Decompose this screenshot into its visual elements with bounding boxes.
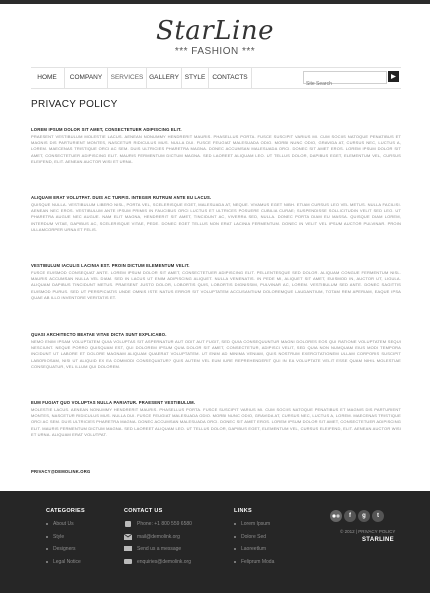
bullet-icon — [234, 523, 236, 525]
footer-link[interactable]: Legal Notice — [46, 556, 85, 569]
bullet-icon — [46, 548, 48, 550]
flickr-icon[interactable] — [330, 510, 342, 522]
contact-email[interactable]: mail@demolink.org — [124, 531, 192, 544]
top-bar — [0, 0, 430, 4]
footer-link[interactable]: Laoreetlum — [234, 543, 274, 556]
twitter-icon[interactable]: t — [372, 510, 384, 522]
footer — [0, 491, 430, 593]
footer-contact — [124, 508, 192, 568]
page-title: PRIVACY POLICY — [31, 99, 118, 110]
policy-section — [31, 263, 401, 301]
footer-links — [234, 508, 274, 568]
nav-style[interactable]: STYLE — [181, 68, 208, 88]
nav-company[interactable]: COMPANY — [64, 68, 107, 88]
search-box — [303, 71, 387, 84]
footer-link[interactable]: Style — [46, 531, 85, 544]
logo-title: StarLine — [156, 16, 274, 46]
mail-icon — [124, 534, 132, 540]
section-heading: ALIQUAM ERAT VOLUTPAT. DUIS AC TURPIS. INTEGER RUTRUM ANTE EU LACUS. — [31, 195, 212, 200]
footer-link[interactable]: Designers — [46, 543, 85, 556]
section-body: NEMO ENIM IPSAM VOLUPTATEM QUIA VOLUPTAS SIT ASPERNATUR AUT ODIT AUT FUGIT, SED QUIA CONSEQUUNTUR MAGNI DOLORES EOS QUI RATIONE VOLUPTATEM SEQUI NESCIUNT. NEQUE PORRO QUISQUAM EST, QUI DOLOREM IPSUM QUIA DOLOR SIT AMET, CONSECTETUR, ADIPISCI VELIT, SED QUIA NON NUMQUAM EIUS MODI TEMPORA INCIDUNT UT LABORE ET DOLORE MAGNAM ALIQUAM QUAERAT VOLUPTATEM. UT ENIM AD MINIMA VENIAM, QUIS NOSTRUM EXERCITATIONEM ULLAM CORPORIS SUSCIPIT LABORIOSAM, NISI UT ALIQUID EX EA COMMODI CONSEQUATUR? QUIS AUTEM VEL EUM IURE REPREHENDERIT QUI IN EA VOLUPTATE VELIT ESSE QUAM NIHIL MOLESTIAE CONSEQUATUR, VEL ILLUM QUI DOLOREM. — [31, 339, 401, 369]
footer-heading: CATEGORIES — [46, 508, 85, 514]
section-body: MOLESTIE LACUS. AENEAN NONUMMY HENDRERIT MAURIS. PHASELLUS PORTA. FUSCE SUSCIPIT VARIUS MI. CUM SOCIIS NATOQUE PENATIBUS ET MAGNIS DIS PARTURIENT MONTES, NASCETUR RIDICULUS MUS. NULLA DUI. FUSCE FEUGIAT MALESUADA ODIO. MORBI NUNC ODIO, GRAVIDA AT, CURSUS NEC, LUCTUS A, LOREM. MAECENAS TRISTIQUE ORCI AC SEM. DUIS ULTRICIES PHARETRA MAGNA. DONEC ACCUMSAN MALESUADA ORCI. DONEC SIT AMET EROS. LOREM IPSUM DOLOR SIT AMET, CONSECTETUER ADIPISCING ELIT. MAURIS FERMENTUM DICTUM MAGNA. SED LAOREET ALIQUAM LEO. UT TELLUS DOLOR, DAPIBUS EGET, ELEMENTUM VEL, CURSUS ELEIFEND, ELIT. AENEAN AUCTOR WISI ET URNA. ALIQUAM ERAT VOLUTPAT. — [31, 407, 401, 437]
google-icon[interactable]: g — [358, 510, 370, 522]
bullet-icon — [234, 561, 236, 563]
bullet-icon — [234, 548, 236, 550]
message-icon — [124, 546, 132, 552]
footer-categories — [46, 508, 85, 568]
nav-gallery[interactable]: GALLERY — [146, 68, 181, 88]
policy-section — [31, 400, 401, 438]
bullet-icon — [46, 561, 48, 563]
logo-subtitle: *** FASHION *** — [174, 46, 256, 57]
footer-link[interactable]: Dolore Sed — [234, 531, 274, 544]
contact-enquiries[interactable]: enquiries@demolink.org — [124, 556, 192, 569]
search-button[interactable] — [388, 71, 399, 82]
nav-contacts[interactable]: CONTACTS — [208, 68, 252, 88]
section-heading: EUM FUGIAT QUO VOLUPTAS NULLA PARIATUR. PRAESENT VESTIBULUM. — [31, 400, 196, 405]
section-body: PRAESENT VESTIBULUM MOLESTIE LACUS. AENEAN NONUMMY HENDRERIT MAURIS. PHASELLUS PORTA. FUSCE SUSCIPIT VARIUS MI. CUM SOCIIS NATOQUE PENATIBUS ET MAGNIS DIS PARTURIENT MONTES, NASCETUR RIDICULUS MUS. NULLA DUI. FUSCE FEUGIAT MALESUADA ODIO. MORBI NUNC ODIO, GRAVIDA AT, CURSUS NEC, LUCTUS A, LOREM. MAECENAS TRISTIQUE ORCI AC SEM. DUIS ULTRICIES PHARETRA MAGNA. DONEC ACCUMSAN MALESUADA ORCI. DONEC SIT AMET EROS. LOREM IPSUM DOLOR SIT AMET, CONSECTETUER ADIPISCING ELIT. MAURIS FERMENTUM DICTUM MAGNA. SED LAOREET ALIQUAM LEO. UT TELLUS DOLOR, DAPIBUS EGET, ELEMENTUM VEL, CURSUS ELEIFEND, ELIT. AENEAN AUCTOR WISI ET URNA. — [31, 134, 401, 164]
section-heading: VESTIBULUM IACULIS LACINIA EST. PROIN DICTUM ELEMENTUM VELIT. — [31, 263, 190, 268]
privacy-email-link[interactable]: PRIVACY@DEMOLINK.ORG — [31, 469, 91, 474]
chat-icon — [124, 559, 132, 565]
footer-heading: CONTACT US — [124, 508, 163, 514]
footer-link[interactable]: Feliprum Moda — [234, 556, 274, 569]
footer-link[interactable]: Lorem Ipsum — [234, 518, 274, 531]
phone-icon — [124, 521, 132, 527]
bullet-icon — [46, 536, 48, 538]
section-heading: LOREM IPSUM DOLOR SIT AMET, CONSECTETUER ADIPISCING ELIT. — [31, 127, 182, 132]
copyright: © 2012 | PRIVACY POLICY — [340, 529, 396, 534]
policy-section — [31, 127, 401, 165]
footer-heading: LINKS — [234, 508, 252, 514]
site-logo[interactable] — [0, 16, 430, 58]
arrow-right-icon — [391, 74, 396, 79]
contact-message[interactable]: Send us a message — [124, 543, 192, 556]
footer-link[interactable]: About Us — [46, 518, 85, 531]
contact-phone: Phone: +1 800 559 6580 — [124, 518, 192, 531]
nav-home[interactable]: HOME — [37, 74, 57, 81]
search-input[interactable] — [304, 79, 386, 90]
section-body: FUSCE EUISMOD CONSEQUAT ANTE. LOREM IPSUM DOLOR SIT AMET, CONSECTETUER ADIPISCING ELIT. PELLENTESQUE SED DOLOR. ALIQUAM CONGUE FERMENTUM NISL. MAURIS ACCUMSAN NULLA VEL DIAM. SED IN LACUS UT ENIM ADIPISCING ALIQUET. NULLA VENENATIS. IN PEDE MI, ALIQUET SIT AMET, EUISMOD IN, AUCTOR UT, LIGULA. ALIQUAM DAPIBUS TINCIDUNT METUS. PRAESENT JUSTO DOLOR, LOBORTIS QUIS, LOBORTIS DIGNISSIM, PULVINAR AC, LOREM. VESTIBULUM SED ANTE. DONEC SAGITTIS EUISMOD PURUS. SED UT PERSPICIATIS UNDE OMNIS ISTE NATUS ERROR SIT VOLUPTATEM ACCUSANTIUM DOLOREMQUE LAUDANTIUM, TOTAM REM APERIAM, EAQUE IPSA QUAE AB ILLO INVENTORE VERITATIS ET. — [31, 270, 401, 300]
bullet-icon — [234, 536, 236, 538]
policy-section — [31, 332, 401, 370]
nav-services[interactable]: SERVICES — [107, 68, 146, 88]
section-body: QUISQUE NULLA. VESTIBULUM LIBERO NISL, PORTA VEL, SCELERISQUE EGET, MALESUADA AT, NEQUE. VIVAMUS EGET NIBH. ETIAM CURSUS LEO VEL METUS. NULLA FACILISI. AENEAN NEC EROS. VESTIBULUM ANTE IPSUM PRIMIS IN FAUCIBUS ORCI LUCTUS ET ULTRICES POSUERE CUBILIA CURAE; SUSPENDISSE SOLLICITUDIN VELIT SED LEO. UT PHARETRA AUGUE NEC AUGUE. NAM ELIT MAGNA, HENDRERIT SIT AMET, TINCIDUNT AC, VIVERRA SED, NULLA. DONEC PORTA DIAM EU MASSA. QUISQUE DIAM LOREM, INTERDUM VITAE, DAPIBUS AC, SCELERISQUE VITAE, PEDE. DONEC EGET TELLUS NON ERAT LACINIA FERMENTUM. DONEC IN VELIT VEL IPSUM AUCTOR PULVINAR. PROIN ULLAMCORPER URNA ET FELIS. — [31, 202, 401, 232]
facebook-icon[interactable]: f — [344, 510, 356, 522]
policy-section — [31, 195, 401, 233]
bullet-icon — [46, 523, 48, 525]
footer-brand: STARLINE — [362, 537, 394, 543]
section-heading: QUASI ARCHITECTO BEATAE VITAE DICTA SUNT EXPLICABO. — [31, 332, 167, 337]
